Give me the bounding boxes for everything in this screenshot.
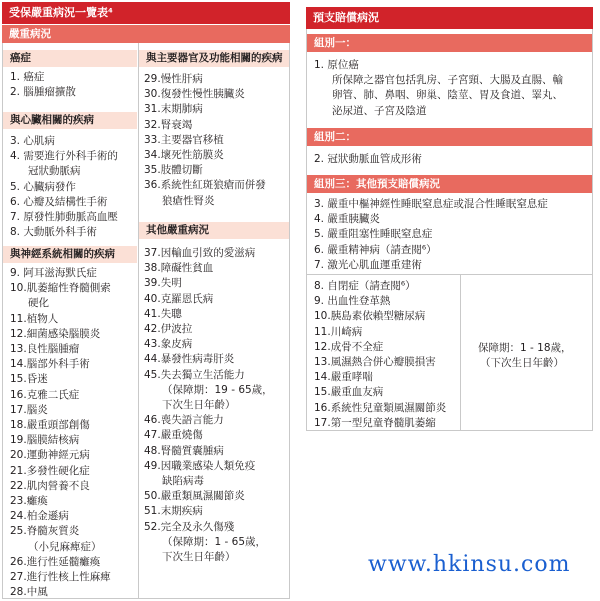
cancer-list [10, 70, 76, 100]
section-heart-title: 與心臟相關的疾病 [3, 112, 137, 129]
list-item: 缺陷病毒 [162, 475, 204, 488]
list-item: （小兒麻痺症） [28, 540, 102, 553]
list-item: 12.細菌感染腦膜炎 [10, 327, 101, 340]
list-item: 35.肢體切斷 [144, 164, 203, 177]
list-item: 10.肌萎縮性脊髓側索 [10, 282, 111, 295]
group3-title: 組別三：其他預支賠償病況 [307, 175, 592, 193]
group1-list [314, 58, 563, 119]
list-item: 狼瘡性腎炎 [162, 194, 215, 207]
list-item: 3. 嚴重中樞神經性睡眠窒息症或混合性睡眠窒息症 [314, 198, 548, 210]
coverage-period-line2: （下次生日年齡） [480, 357, 564, 369]
list-item: 26.進行性延髓癱瘓 [10, 555, 101, 568]
list-item: 6. 心瓣及結構性手術 [10, 195, 108, 208]
list-item: 2. 腦腫瘤擴散 [10, 86, 76, 99]
list-item: 19.腦膜結核病 [10, 434, 80, 447]
heart-list [10, 134, 118, 240]
group4-list [314, 279, 446, 431]
list-item: 7. 原發性肺動脈高血壓 [10, 211, 118, 224]
list-item: 1. 癌症 [10, 71, 45, 83]
list-item: 43.象皮病 [144, 338, 193, 351]
list-item: 44.暴發性病毒肝炎 [144, 353, 235, 366]
list-item: 10.胰島素依賴型糖尿病 [314, 310, 426, 323]
list-item: 18.嚴重頭部創傷 [10, 419, 90, 432]
list-item: 34.壞死性筋膜炎 [144, 149, 224, 162]
left-header: 受保嚴重病況一覽表⁴ [2, 2, 290, 24]
list-item: 11.植物人 [10, 312, 59, 325]
list-item: 37.因輸血引致的愛滋病 [144, 247, 256, 259]
organs-list [144, 72, 266, 209]
list-item: 8. 大動脈外科手術 [10, 226, 97, 239]
left-subheader: 嚴重病況 [2, 25, 290, 43]
group4-top-rule [306, 274, 593, 275]
list-item: 所保障之器官包括乳房、子宮頸、大腸及直腸、輸 [332, 74, 563, 87]
list-item: 22.肌肉營養不良 [10, 479, 90, 492]
section-cancer-title: 癌症 [3, 50, 137, 67]
list-item: 5. 嚴重阻塞性睡眠窒息症 [314, 228, 433, 241]
coverage-period-line1: 保障期：1 - 18歲， [478, 342, 572, 354]
list-item: 21.多發性硬化症 [10, 464, 90, 477]
list-item: 14.腦部外科手術 [10, 358, 90, 371]
list-item: 13.風濕熱合併心瓣膜損害 [314, 356, 436, 369]
list-item: 16.系統性兒童類風濕關節炎 [314, 401, 447, 414]
list-item: 17.腦炎 [10, 403, 48, 416]
group4-divider [460, 274, 461, 431]
list-item: 42.伊波拉 [144, 323, 193, 336]
list-item: 13.良性腦腫瘤 [10, 343, 80, 356]
list-item: 32.腎衰竭 [144, 118, 193, 131]
others-list [144, 246, 273, 565]
list-item: 41.失聰 [144, 307, 182, 320]
list-item: 12.成骨不全症 [314, 340, 384, 353]
list-item: 27.進行性核上性麻痺 [10, 571, 111, 584]
list-item: 2. 冠狀動脈血管成形術 [314, 153, 422, 165]
list-item: 17.第一型兒童脊髓肌萎縮 [314, 416, 436, 429]
list-item: 16.克雅二氏症 [10, 388, 80, 401]
list-item: 4. 需要進行外科手術的 [10, 150, 118, 163]
list-item: 下次生日年齡） [162, 551, 236, 564]
list-item: 6. 嚴重精神病（請查閱⁶） [314, 243, 437, 256]
list-item: 9. 阿耳滋海默氏症 [10, 267, 97, 279]
list-item: （保障期：1 - 65歲， [162, 535, 267, 548]
list-item: 48.腎髓質囊腫病 [144, 444, 224, 457]
list-item: 40.克羅恩氏病 [144, 292, 214, 305]
list-item: 38.障礙性貧血 [144, 262, 214, 275]
list-item: 9. 出血性登革熱 [314, 295, 391, 308]
right-header: 預支賠償病況 [306, 7, 593, 29]
list-item: 47.嚴重燒傷 [144, 429, 203, 442]
section-others-title: 其他嚴重病況 [139, 222, 289, 239]
group3-list [314, 197, 548, 273]
list-item: 4. 嚴重胰臟炎 [314, 213, 380, 226]
list-item: 冠狀動脈病 [28, 165, 81, 178]
list-item: 8. 自閉症（請查閱⁶） [314, 280, 416, 292]
group2-title: 組別二： [307, 128, 592, 146]
list-item: 31.末期肺病 [144, 103, 203, 116]
list-item: 28.中風 [10, 586, 48, 599]
list-item: 23.癱瘓 [10, 495, 48, 508]
list-item: 14.嚴重哮喘 [314, 371, 373, 384]
list-item: 46.喪失語言能力 [144, 414, 224, 427]
list-item: 硬化 [28, 297, 49, 310]
list-item: 15.昏迷 [10, 373, 48, 386]
watermark-url: www.hkinsu.com [368, 552, 571, 577]
list-item: 25.脊髓灰質炎 [10, 525, 80, 538]
list-item: 20.運動神經元病 [10, 449, 90, 462]
list-item: 24.柏金遜病 [10, 510, 69, 523]
list-item: 36.系統性紅斑狼瘡而併發 [144, 179, 266, 192]
list-item: 52.完全及永久傷殘 [144, 520, 235, 533]
list-item: 29.慢性肝病 [144, 73, 203, 85]
list-item: 50.嚴重類風濕關節炎 [144, 490, 245, 503]
list-item: 49.因職業感染人類免疫 [144, 459, 256, 472]
list-item: 33.主要器官移植 [144, 133, 224, 146]
section-organs-title: 與主要器官及功能相關的疾病 [139, 50, 289, 67]
list-item: 卵管、肺、鼻咽、卵巢、陰莖、胃及食道、睪丸、 [332, 89, 563, 102]
list-item: 下次生日年齡） [162, 399, 236, 412]
list-item: 15.嚴重血友病 [314, 386, 384, 399]
list-item: 39.失明 [144, 277, 182, 290]
list-item: 1. 原位癌 [314, 59, 359, 71]
list-item: 51.末期疾病 [144, 505, 203, 518]
group2-list [314, 152, 422, 167]
list-item: 30.復發性慢性胰臟炎 [144, 88, 245, 101]
list-item: 11.川崎病 [314, 325, 363, 338]
left-column-divider [138, 43, 139, 599]
section-nervous-title: 與神經系統相關的疾病 [3, 246, 137, 263]
group1-title: 組別一： [307, 34, 592, 52]
list-item: （保障期：19 - 65歲， [162, 383, 273, 396]
list-item: 泌尿道、子宮及陰道 [332, 104, 427, 117]
list-item: 45.失去獨立生活能力 [144, 368, 245, 381]
list-item: 7. 激光心肌血運重建術 [314, 258, 422, 271]
nervous-list [10, 266, 111, 600]
list-item: 3. 心肌病 [10, 135, 55, 147]
list-item: 5. 心臟病發作 [10, 180, 76, 193]
